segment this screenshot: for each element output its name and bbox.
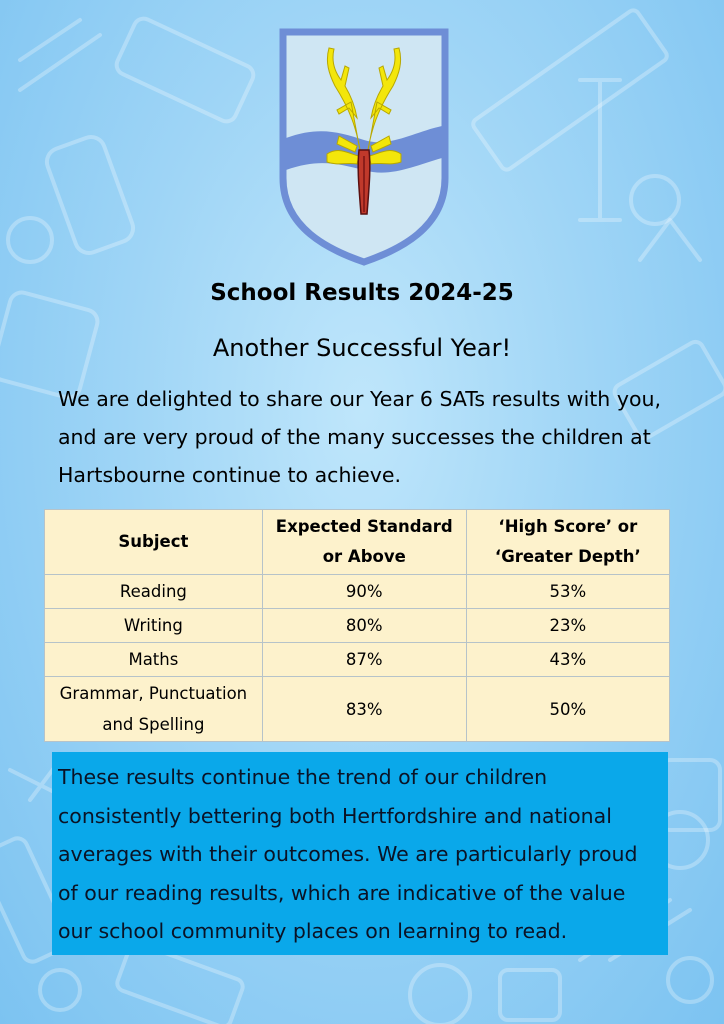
table-row xyxy=(45,575,670,609)
page-title: School Results 2024-25 xyxy=(210,280,514,306)
school-crest-icon xyxy=(279,28,449,266)
header-subject: Subject xyxy=(45,510,263,575)
table-row xyxy=(45,677,670,742)
cell-high: 43% xyxy=(466,643,669,677)
outro-paragraph: These results continue the trend of our children consistently bettering both Hertfordshire and national averages with their outcomes. We are particularly proud of our reading results, which are indicative of the value our school community places on learning to read. xyxy=(52,752,668,955)
cell-expected: 83% xyxy=(262,677,466,742)
cell-expected: 80% xyxy=(262,609,466,643)
header-expected-standard: Expected Standard or Above xyxy=(262,510,466,575)
table-row xyxy=(45,643,670,677)
cell-high: 53% xyxy=(466,575,669,609)
cell-subject: Grammar, Punctuation and Spelling xyxy=(45,677,263,742)
cell-expected: 90% xyxy=(262,575,466,609)
cell-high: 50% xyxy=(466,677,669,742)
intro-paragraph: We are delighted to share our Year 6 SATs results with you, and are very proud of the many successes the children at Hartsbourne continue to achieve. xyxy=(58,387,661,487)
header-high-score: ‘High Score’ or ‘Greater Depth’ xyxy=(466,510,669,575)
cell-expected: 87% xyxy=(262,643,466,677)
cell-high: 23% xyxy=(466,609,669,643)
table-row xyxy=(45,609,670,643)
cell-subject: Maths xyxy=(45,643,263,677)
table-header-row xyxy=(45,510,670,575)
page-subtitle: Another Successful Year! xyxy=(212,334,512,362)
cell-subject: Reading xyxy=(45,575,263,609)
cell-subject: Writing xyxy=(45,609,263,643)
results-table xyxy=(44,509,670,742)
